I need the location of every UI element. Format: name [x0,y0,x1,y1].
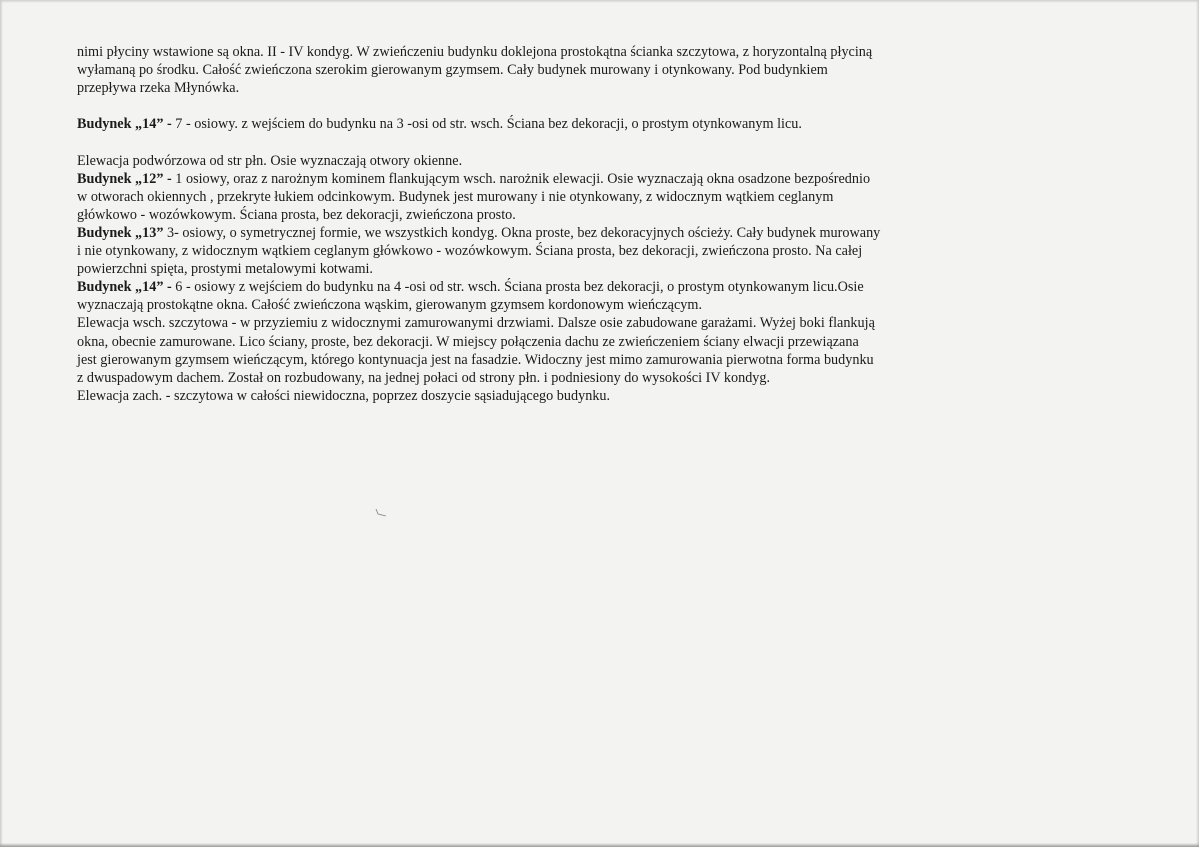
text-line: Elewacja wsch. szczytowa - w przyziemiu z widocznymi zamurowanymi drzwiami. Dalsze osie zabudowane garażami. Wyżej boki flankują [77,315,875,332]
text-line [77,170,1077,188]
paragraph-building-14-front [77,115,1077,133]
text-line [77,278,1077,296]
text-line: wyłamaną po środku. Całość zwieńczona szerokim gierowanym gzymsem. Cały budynek murowany i otynkowany. Pod budynkiem [77,62,828,79]
building-description: 3- osiowy, o symetrycznej formie, we wszystkich kondyg. Okna proste, bez dekoracyjnych ościeży. Cały budynek murowany [163,224,881,241]
paragraph-courtyard-elevation [77,152,1077,405]
text-line: wyznaczają prostokątne okna. Całość zwieńczona wąskim, gierowanym gzymsem kordonowym wieńczącym. [77,297,703,314]
text-line: Elewacja zach. - szczytowa w całości niewidoczna, poprzez doszycie sąsiadującego budynku. [77,387,611,404]
paragraph-gap [77,133,1077,151]
building-label: Budynek „12” - [77,170,172,187]
text-line: przepływa rzeka Młynówka. [77,80,240,97]
document-body [77,43,1077,405]
text-line: w otworach okiennych , przekryte łukiem odcinkowym. Budynek jest murowany i nie otynkowany, z widocznym wątkiem ceglanym [77,188,834,205]
building-description: 6 - osiowy z wejściem do budynku na 4 -osi od str. wsch. Ściana prosta bez dekoracji, o prostym otynkowanym licu.Osie [171,279,864,296]
building-label: Budynek „13” [77,224,164,241]
stray-pen-mark [374,508,388,518]
text-line: Elewacja podwórzowa od str płn. Osie wyznaczają otwory okienne. [77,152,463,169]
text-line: z dwuspadowym dachem. Został on rozbudowany, na jednej połaci od strony płn. i podniesiony do wysokości IV kondyg. [77,369,771,386]
paragraph-roof-description [77,43,1077,97]
text-line [77,224,1077,242]
text-line: i nie otynkowany, z widocznym wątkiem ceglanym główkowo - wozówkowym. Ściana prosta, bez dekoracji, zwieńczona prosto. Na całej [77,243,863,260]
scan-edge-top [0,0,1199,3]
building-label: Budynek „14” - [77,279,172,296]
text-line [77,115,1077,133]
building-description: 7 - osiowy. z wejściem do budynku na 3 -osi od str. wsch. Ściana bez dekoracji, o prostym otynkowanym licu. [171,116,802,133]
text-line: główkowo - wozówkowym. Ściana prosta, bez dekoracji, zwieńczona prosto. [77,206,516,223]
text-line: nimi płyciny wstawione są okna. II - IV kondyg. W zwieńczeniu budynku doklejona prostokątna ścianka szczytowa, z horyzontalną płyciną [77,44,873,60]
scan-edge-bottom [0,843,1199,847]
paragraph-gap [77,97,1077,115]
scan-edge-left [0,0,3,847]
text-line: jest gierowanym gzymsem wieńczącym, którego kontynuacja jest na fasadzie. Widoczny jest mimo zamurowania pierwotna forma budynku [77,351,874,368]
building-description: 1 osiowy, oraz z narożnym kominem flankującym wsch. narożnik elewacji. Osie wyznaczają okna osadzone bezpośrednio [171,170,871,187]
building-label: Budynek „14” - [77,116,172,133]
text-line: powierzchni spięta, prostymi metalowymi kotwami. [77,261,373,278]
text-line: okna, obecnie zamurowane. Lico ściany, proste, bez dekoracji. W miejscy połączenia dachu ze zwieńczeniem ściany elwacji przewiązana [77,333,859,350]
